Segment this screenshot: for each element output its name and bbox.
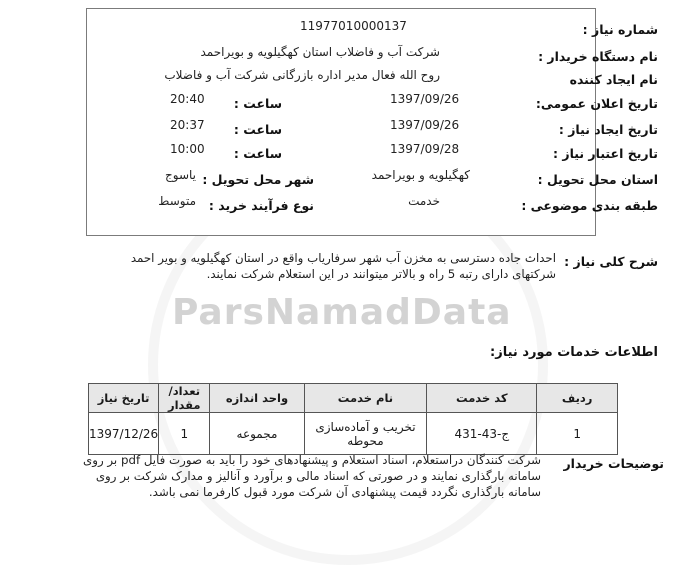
cell-row-number: 1 bbox=[537, 413, 618, 455]
buyer-org-label: نام دستگاه خریدار : bbox=[538, 49, 658, 64]
process-type-value: متوسط bbox=[158, 194, 196, 208]
services-title: اطلاعات خدمات مورد نیاز: bbox=[490, 345, 658, 360]
validity-date-value: 1397/09/28 bbox=[390, 142, 460, 156]
validity-time-value: 10:00 bbox=[170, 142, 205, 156]
col-unit: واحد اندازه bbox=[210, 384, 304, 413]
col-service-name: نام خدمت bbox=[304, 384, 427, 413]
announce-date-value: 1397/09/26 bbox=[390, 92, 460, 106]
col-need-date: تاریخ نیاز bbox=[89, 384, 159, 413]
services-table bbox=[88, 383, 618, 455]
buyer-notes-line-1: شرکت کنندگان دراستعلام، اسناد استعلام و پیشنهادهای خود را باید به صورت فایل pdf بر روی bbox=[83, 453, 541, 467]
create-date-label: تاریخ ایجاد نیاز : bbox=[558, 122, 658, 137]
table-row bbox=[89, 413, 618, 455]
delivery-city-label: شهر محل تحویل : bbox=[202, 172, 314, 187]
creator-label: نام ایجاد کننده bbox=[569, 72, 658, 87]
create-time-value: 20:37 bbox=[170, 118, 205, 132]
col-row-number: ردیف bbox=[537, 384, 618, 413]
validity-time-label: ساعت : bbox=[233, 146, 282, 161]
cell-need-date: 1397/12/26 bbox=[89, 413, 159, 455]
buyer-notes-text bbox=[41, 452, 541, 500]
category-label: طبقه بندی موضوعی : bbox=[521, 198, 658, 213]
services-header-row bbox=[89, 384, 618, 413]
creator-value: روح الله فعال مدیر اداره بازرگانی شرکت آب و فاضلاب bbox=[164, 68, 440, 82]
cell-service-code: ج-43-431 bbox=[427, 413, 537, 455]
announce-date-label: تاریخ اعلان عمومی: bbox=[535, 96, 658, 111]
summary-line-2: شرکتهای دارای رتبه 5 راه و بالاتر میتوانند در این استعلام شرکت نمایند. bbox=[206, 267, 556, 281]
summary-text bbox=[76, 250, 556, 282]
create-time-label: ساعت : bbox=[233, 122, 282, 137]
buyer-org-value: شرکت آب و فاضلاب استان کهگیلویه و بویراحمد bbox=[200, 45, 440, 59]
delivery-province-label: استان محل تحویل : bbox=[537, 172, 658, 187]
cell-quantity: 1 bbox=[159, 413, 210, 455]
announce-time-value: 20:40 bbox=[170, 92, 205, 106]
cell-unit: مجموعه bbox=[210, 413, 304, 455]
summary-line-1: احداث جاده دسترسی به مخزن آب شهر سرفاریاب واقع در استان کهگیلویه و بویر احمد bbox=[130, 251, 556, 265]
validity-date-label: تاریخ اعتبار نیاز : bbox=[553, 146, 658, 161]
col-quantity: تعداد/ مقدار bbox=[159, 384, 210, 413]
watermark-brand: ParsNamadData bbox=[172, 292, 512, 333]
summary-label: شرح کلی نیاز : bbox=[564, 254, 658, 269]
buyer-notes-line-2: سامانه بارگذاری نمایند و در صورتی که اسناد مالی و برآورد و آنالیز و مدارک شرکت بر روی bbox=[95, 469, 541, 483]
col-service-code: کد خدمت bbox=[427, 384, 537, 413]
delivery-province-value: کهگیلویه و بویراحمد bbox=[371, 168, 470, 182]
category-value: خدمت bbox=[408, 194, 440, 208]
create-date-value: 1397/09/26 bbox=[390, 118, 460, 132]
announce-time-label: ساعت : bbox=[233, 96, 282, 111]
need-number-value: 11977010000137 bbox=[300, 19, 407, 33]
buyer-notes-line-3: سامانه بارگذاری نگردد قیمت پیشنهادی آن شرکت مورد قبول کارفرما نمی باشد. bbox=[148, 485, 541, 499]
delivery-city-value: یاسوج bbox=[165, 168, 196, 182]
need-number-label: شماره نیاز : bbox=[582, 22, 658, 37]
process-type-label: نوع فرآیند خرید : bbox=[208, 198, 314, 213]
buyer-notes-label: توضیحات خریدار bbox=[563, 456, 664, 471]
cell-service-name: تخریب و آماده‌سازی محوطه bbox=[304, 413, 427, 455]
